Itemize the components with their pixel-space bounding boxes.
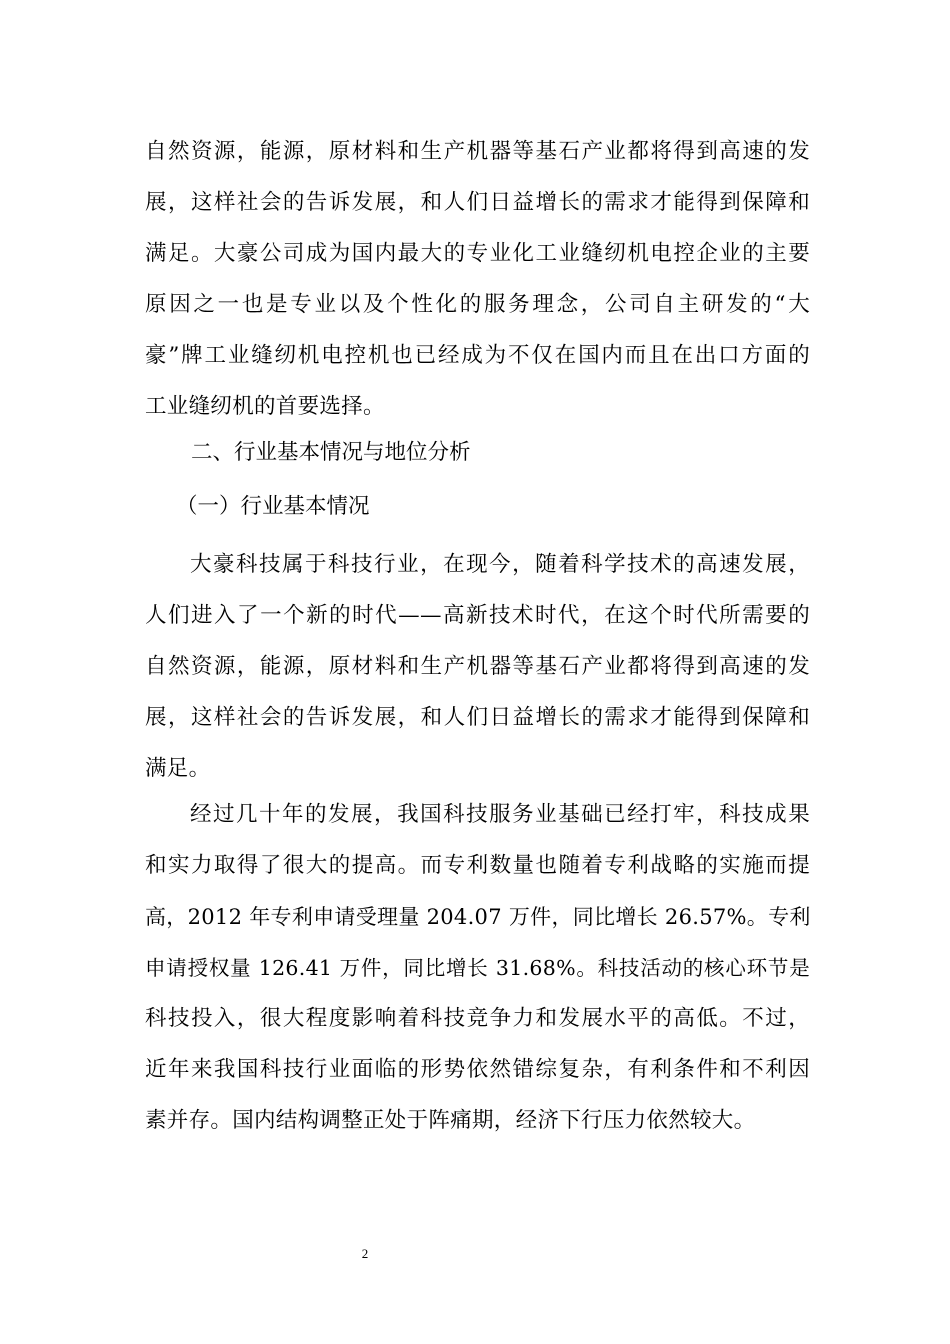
text-line: 经过几十年的发展，我国科技服务业基础已经打牢，科技成果 bbox=[190, 802, 810, 827]
text-line: 和实力取得了很大的提高。而专利数量也随着专利战略的实施而提 bbox=[145, 853, 810, 878]
text-line: 近年来我国科技行业面临的形势依然错综复杂，有利条件和不利因 bbox=[145, 1057, 810, 1082]
text-line: 自然资源，能源，原材料和生产机器等基石产业都将得到高速的发 bbox=[145, 654, 810, 679]
subsection-heading: （一）行业基本情况 bbox=[176, 494, 370, 519]
text-line: 原因之一也是专业以及个性化的服务理念，公司自主研发的“大 bbox=[145, 292, 810, 317]
text-line: 满足。大豪公司成为国内最大的专业化工业缝纫机电控企业的主要 bbox=[145, 241, 810, 266]
text-line: 高，2012 年专利申请受理量 204.07 万件，同比增长 26.57%。专利 bbox=[145, 905, 811, 929]
text-line: 人们进入了一个新的时代——高新技术时代，在这个时代所需要的 bbox=[145, 603, 810, 628]
section-heading: 二、行业基本情况与地位分析 bbox=[191, 440, 471, 465]
text-line: 大豪科技属于科技行业，在现今，随着科学技术的高速发展， bbox=[190, 552, 810, 577]
text-line: 自然资源，能源，原材料和生产机器等基石产业都将得到高速的发 bbox=[145, 139, 810, 164]
page-number: 2 bbox=[361, 1246, 369, 1261]
text-line: 工业缝纫机的首要选择。 bbox=[145, 394, 385, 419]
text-line: 豪”牌工业缝纫机电控机也已经成为不仅在国内而且在出口方面的 bbox=[145, 343, 810, 368]
text-line: 满足。 bbox=[145, 756, 211, 781]
text-line: 展，这样社会的告诉发展，和人们日益增长的需求才能得到保障和 bbox=[145, 190, 810, 215]
text-line: 科技投入，很大程度影响着科技竞争力和发展水平的高低。不过， bbox=[145, 1006, 810, 1031]
text-line: 展，这样社会的告诉发展，和人们日益增长的需求才能得到保障和 bbox=[145, 705, 810, 730]
text-line: 申请授权量 126.41 万件，同比增长 31.68%。科技活动的核心环节是 bbox=[145, 956, 810, 980]
text-line: 素并存。国内结构调整正处于阵痛期，经济下行压力依然较大。 bbox=[145, 1108, 756, 1133]
